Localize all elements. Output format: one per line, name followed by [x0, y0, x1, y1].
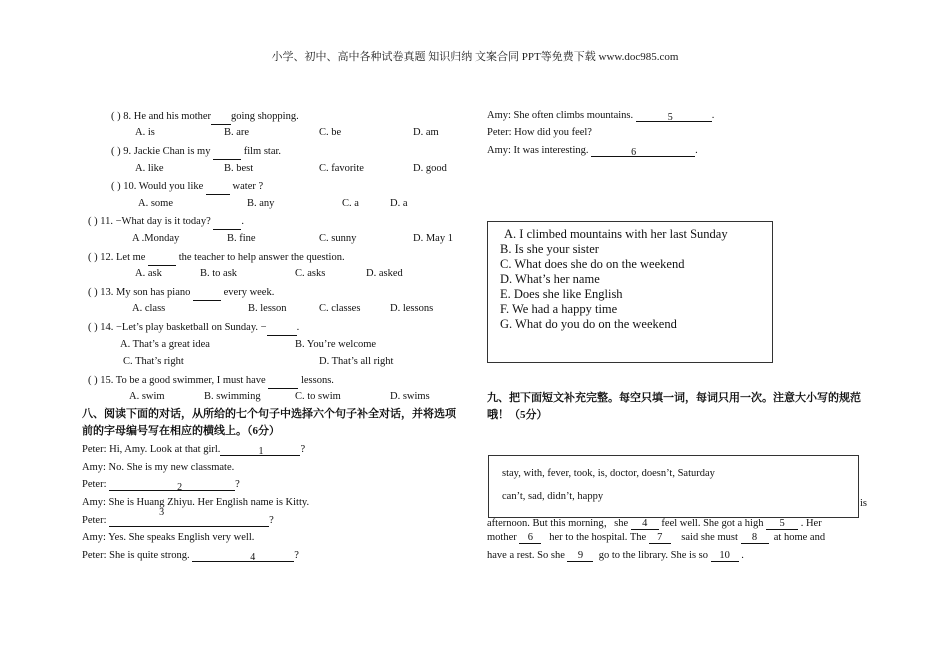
dialogue-blank-2[interactable]	[109, 479, 235, 491]
question-stem: 15. To be a good swimmer, I must have	[100, 375, 266, 386]
answer-paren[interactable]: ( )	[88, 287, 98, 298]
choice-c: C. What does she do on the weekend	[500, 257, 685, 271]
dialogue-line-1	[82, 444, 305, 456]
blank-number: 5	[667, 112, 673, 123]
question-11: ( ) 11. −What day is it today? .	[88, 215, 244, 230]
question-13	[88, 286, 274, 301]
option[interactable]: B. best	[224, 163, 254, 174]
option[interactable]: D. That’s all right	[319, 356, 394, 367]
dialogue-text: Amy: It was interesting.	[487, 145, 592, 156]
option[interactable]: A. some	[138, 198, 173, 209]
dialogue-punct: ?	[300, 444, 306, 455]
blank-number: 1	[258, 446, 264, 457]
passage-text: mother	[487, 532, 517, 543]
answer-blank[interactable]	[213, 215, 241, 230]
option[interactable]: D. am	[413, 127, 439, 138]
dialogue-blank-5[interactable]	[636, 110, 712, 122]
dialogue-line-4: Amy: She is Huang Zhiyu. Her English name is Kitty.	[82, 497, 310, 508]
question-stem-end: film star.	[243, 146, 282, 157]
dialogue-blank-3[interactable]	[109, 507, 269, 527]
answer-blank[interactable]	[193, 286, 221, 301]
choice-d: D. What’s her name	[500, 272, 600, 286]
option[interactable]: D. a	[390, 198, 408, 209]
option[interactable]: C. to swim	[295, 391, 341, 402]
word-bank-box	[488, 455, 859, 518]
choice-g: G. What do you do on the weekend	[500, 317, 677, 331]
passage-line-1	[487, 515, 822, 530]
dialogue-text: Amy: She often climbs mountains.	[487, 110, 636, 121]
option[interactable]: B. lesson	[248, 303, 287, 314]
question-15	[88, 374, 334, 389]
option[interactable]: A .Monday	[132, 233, 180, 244]
passage-line-2	[487, 532, 825, 544]
dialogue-punct: .	[695, 145, 698, 156]
answer-blank[interactable]	[211, 110, 231, 125]
answer-blank[interactable]	[148, 251, 176, 266]
dialogue-line-2: Amy: No. She is my new classmate.	[82, 462, 235, 473]
question-stem-end: lessons.	[300, 375, 334, 386]
question-8	[111, 110, 299, 125]
option[interactable]: B. are	[224, 127, 250, 138]
option[interactable]: B. to ask	[200, 268, 238, 279]
option[interactable]: D. swims	[390, 391, 430, 402]
option[interactable]: C. classes	[319, 303, 361, 314]
option[interactable]: C. asks	[295, 268, 326, 279]
answer-blank[interactable]	[213, 145, 241, 160]
question-stem-end: every week.	[223, 287, 275, 298]
blank-number: 4	[250, 552, 256, 563]
question-stem-end: the teacher to help answer the question.	[178, 252, 345, 263]
blank-number: 6	[631, 147, 637, 158]
passage-edge-text: is	[860, 498, 868, 509]
page-header: 小学、初中、高中各种试卷真题 知识归纳 文案合同 PPT等免费下载 www.doc985.com	[271, 51, 679, 63]
passage-text: her to the hospital. The	[549, 532, 647, 543]
question-stem: 12. Let me	[100, 252, 146, 263]
dialogue-punct: .	[711, 110, 715, 121]
question-stem: 8. He and his mother	[123, 111, 212, 122]
option[interactable]: C. a	[342, 198, 359, 209]
option[interactable]: A. That’s a great idea	[120, 339, 210, 350]
blank-number: 3	[159, 507, 165, 518]
dialogue-line-3	[82, 479, 240, 491]
passage-text: . Her	[800, 518, 822, 529]
question-9	[111, 145, 281, 160]
dialogue-blank-6[interactable]	[591, 145, 695, 157]
dialogue-punct: ?	[269, 515, 274, 526]
passage-line-3	[487, 550, 744, 562]
dialogue-punct: ?	[235, 479, 240, 490]
answer-paren[interactable]: ( )	[111, 146, 121, 157]
word-bank-line-2: can’t, sad, didn’t, happy	[502, 491, 604, 502]
dialogue-text: Peter:	[82, 515, 110, 526]
dialogue-blank-1[interactable]	[220, 444, 300, 456]
passage-text: at home and	[773, 532, 826, 543]
answer-paren[interactable]: ( )	[88, 375, 98, 386]
answer-blank[interactable]	[268, 374, 298, 389]
answer-blank[interactable]	[206, 180, 230, 195]
passage-blank-7[interactable]: 7	[649, 532, 671, 544]
dialogue-line-6: Amy: Yes. She speaks English very well.	[82, 532, 255, 543]
choice-f: F. We had a happy time	[500, 302, 618, 316]
answer-paren[interactable]: ( )	[111, 181, 121, 192]
option[interactable]: B. fine	[227, 233, 256, 244]
option[interactable]: A. swim	[129, 391, 165, 402]
answer-paren[interactable]: ( )	[88, 322, 98, 333]
option[interactable]: D. asked	[366, 268, 403, 279]
option[interactable]: B. any	[247, 198, 275, 209]
question-stem: 10. Would you like	[123, 181, 204, 192]
passage-text: said she must	[681, 532, 738, 543]
question-stem-end: going shopping.	[231, 111, 299, 122]
passage-text: have a rest. So she	[487, 550, 565, 561]
option[interactable]: D. May 1	[413, 233, 453, 244]
choice-e: E. Does she like English	[500, 287, 623, 301]
choice-b: B. Is she your sister	[500, 242, 599, 256]
question-stem: 11. −What day is it today?	[100, 216, 211, 227]
option[interactable]: A. like	[135, 163, 164, 174]
question-stem-end: water ?	[232, 181, 264, 192]
passage-blank-5[interactable]: 5	[766, 518, 798, 530]
passage-blank-10[interactable]: 10	[711, 550, 739, 562]
option[interactable]: D. good	[413, 163, 447, 174]
blank-number: 2	[177, 482, 183, 493]
option[interactable]: C. favorite	[319, 163, 364, 174]
passage-text: feel well. She got a high	[661, 518, 764, 529]
passage-blank-4[interactable]: 4	[631, 518, 659, 530]
dialogue-line-7	[82, 550, 299, 562]
dialogue-text: Peter:	[82, 479, 110, 490]
choice-a: A. I climbed mountains with her last Sunday	[504, 227, 728, 241]
question-14	[88, 321, 299, 336]
question-stem: 9. Jackie Chan is my	[123, 146, 211, 157]
question-12	[88, 251, 345, 266]
question-stem: 14. −Let’s play basketball on Sunday. −	[100, 322, 267, 333]
passage-blank-8[interactable]: 8	[741, 532, 769, 544]
dialogue-line-5	[82, 507, 274, 527]
question-stem: 13. My son has piano	[100, 287, 191, 298]
option[interactable]: C. That’s right	[123, 356, 184, 367]
passage-blank-9[interactable]: 9	[567, 550, 593, 562]
option[interactable]: A. ask	[135, 268, 162, 279]
option[interactable]: D. lessons	[390, 303, 434, 314]
section-9-title: 九、把下面短文补充完整。每空只填一词，每词只用一次。注意大小写的规范哦！（5分）	[487, 392, 861, 421]
answer-paren[interactable]: ( )	[88, 252, 98, 263]
answer-paren[interactable]: ( )	[111, 111, 121, 122]
dialogue-line-9: Peter: How did you feel?	[487, 127, 592, 138]
answer-paren[interactable]: ( )	[88, 216, 98, 227]
section-8-title: 八、阅读下面的对话，从所给的七个句子中选择六个句子补全对话，并将选项前的字母编号写在相应的横线上。（6分）	[82, 408, 456, 437]
passage-text: afternoon. But this morning，she	[487, 518, 629, 529]
option[interactable]: A. class	[132, 303, 166, 314]
word-bank-line-1: stay, with, fever, took, is, doctor, doesn’t, Saturday	[502, 468, 715, 479]
dialogue-line-8	[487, 110, 714, 122]
dialogue-line-10	[487, 145, 698, 157]
dialogue-text: Peter: She is quite strong.	[82, 550, 193, 561]
option[interactable]: A. is	[135, 127, 155, 138]
passage-text: go to the library. She is so	[598, 550, 708, 561]
dialogue-text: Peter: Hi, Amy. Look at that girl.	[82, 444, 221, 455]
passage-text: .	[741, 550, 744, 561]
option[interactable]: B. You’re welcome	[295, 339, 377, 350]
option[interactable]: C. be	[319, 127, 342, 138]
question-10	[111, 180, 263, 195]
answer-blank[interactable]	[267, 321, 297, 336]
dialogue-punct: ?	[294, 550, 299, 561]
dialogue-blank-4[interactable]	[192, 550, 294, 562]
passage-blank-6[interactable]: 6	[519, 532, 541, 544]
question-stem-end: .	[296, 322, 300, 333]
option[interactable]: B. swimming	[204, 391, 261, 402]
option[interactable]: C. sunny	[319, 233, 357, 244]
choices-box	[487, 221, 773, 363]
